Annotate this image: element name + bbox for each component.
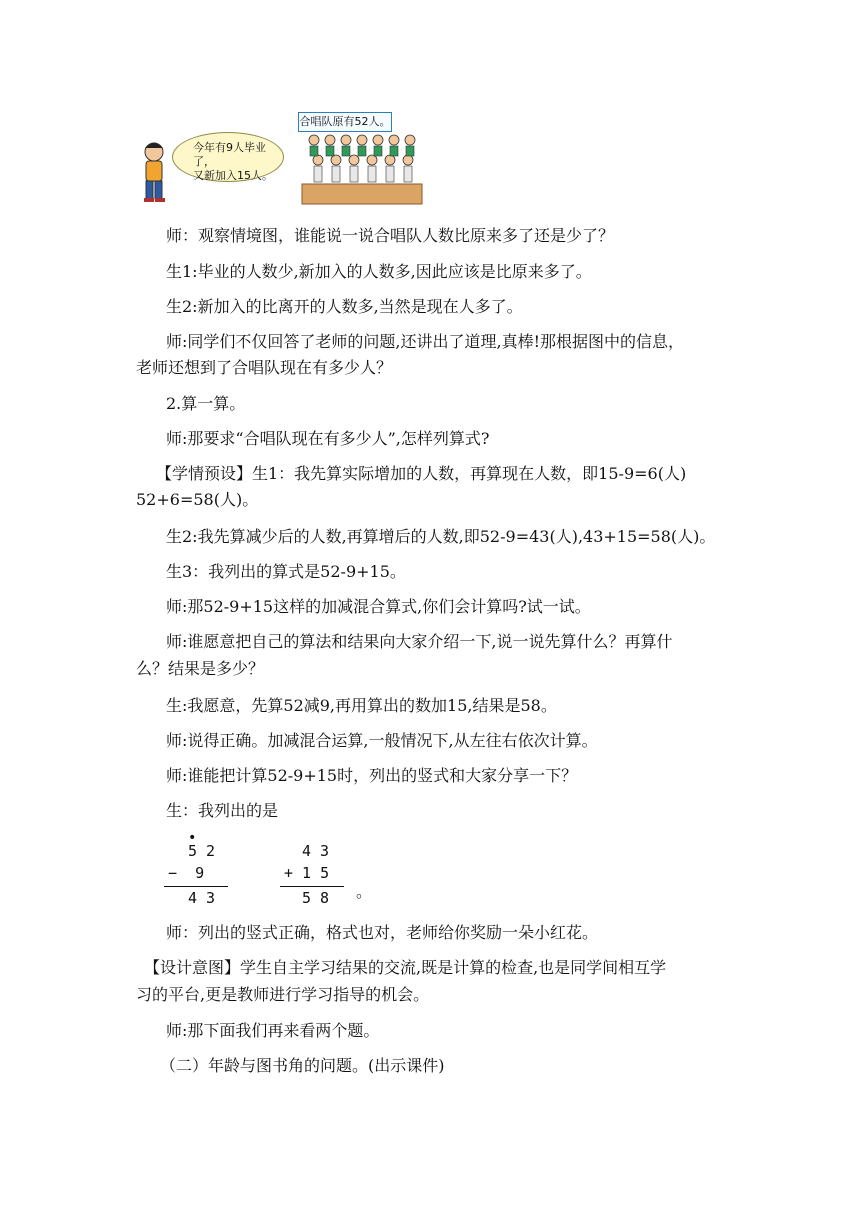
line-teacher-observe: 师：观察情境图，谁能说一说合唱队人数比原来多了还是少了？ xyxy=(166,226,615,245)
borrow-dot: • xyxy=(188,830,197,846)
line-student-answer: 生:我愿意，先算52减9,再用算出的数加15,结果是58。 xyxy=(166,696,557,715)
line-teacher-question: 师:那要求“合唱队现在有多少人”,怎样列算式? xyxy=(166,429,490,448)
line-student3: 生3：我列出的算式是52-9+15。 xyxy=(166,562,406,581)
line-teacher-praise: 师:同学们不仅回答了老师的问题,还讲出了道理,真棒!那根据图中的信息， xyxy=(166,332,684,351)
line-teacher-vertical: 师:谁能把计算52-9+15时，列出的竖式和大家分享一下？ xyxy=(166,766,578,785)
vertical2-row1: 4 3 xyxy=(302,842,330,860)
line-teacher-reward: 师：列出的竖式正确，格式也对，老师给你奖励一朵小红花。 xyxy=(166,923,599,942)
vertical1-rule xyxy=(164,886,228,887)
speech-line-2: 又新加入15人。 xyxy=(193,169,273,182)
vertical-subtraction xyxy=(164,830,234,907)
line-teacher-share-cont: 么？结果是多少？ xyxy=(136,659,265,678)
vertical-period: 。 xyxy=(356,882,373,901)
line-preset-student1: 【学情预设】生1：我先算实际增加的人数，再算现在人数，即15-9=6(人) xyxy=(156,464,687,483)
vertical2-result: 5 8 xyxy=(302,889,330,907)
vertical2-rule xyxy=(280,886,344,887)
line-design-intent: 【设计意图】学生自主学习结果的交流,既是计算的检查,也是同学间相互学 xyxy=(144,958,667,977)
speech-bubble xyxy=(172,132,284,182)
vertical2-row2: + 1 5 xyxy=(284,864,330,882)
line-design-intent-cont: 习的平台,更是教师进行学习指导的机会。 xyxy=(136,985,430,1004)
vertical1-row1: 5 2 xyxy=(188,842,216,860)
speech-line-1: 今年有9人毕业了， xyxy=(193,141,266,168)
line-student2-calc: 生2:我先算减少后的人数,再算增后的人数,即52-9=43(人),43+15=58(人)。 xyxy=(166,527,716,546)
vertical1-result: 4 3 xyxy=(188,889,216,907)
line-teacher-try: 师:那52-9+15这样的加减混合算式,你们会计算吗?试一试。 xyxy=(166,597,591,616)
line-preset-student1-cont: 52+6=58(人)。 xyxy=(136,490,259,509)
vertical-addition xyxy=(280,834,360,907)
line-student-vertical: 生：我列出的是 xyxy=(166,801,279,820)
line-teacher-rule: 师:说得正确。加减混合运算,一般情况下,从左往右依次计算。 xyxy=(166,731,598,750)
line-teacher-next: 师:那下面我们再来看两个题。 xyxy=(166,1021,380,1040)
line-student1: 生1:毕业的人数少,新加入的人数多,因此应该是比原来多了。 xyxy=(166,262,592,281)
choir-illustration xyxy=(136,108,436,210)
line-student2: 生2:新加入的比离开的人数多,当然是现在人多了。 xyxy=(166,297,523,316)
line-teacher-share: 师:谁愿意把自己的算法和结果向大家介绍一下,说一说先算什么？再算什 xyxy=(166,632,673,651)
section-heading-two: （二）年龄与图书角的问题。(出示课件) xyxy=(160,1056,445,1075)
line-teacher-praise-cont: 老师还想到了合唱队现在有多少人？ xyxy=(136,358,393,377)
choir-sign: 合唱队原有52人。 xyxy=(298,112,392,132)
line-calc-heading: 2.算一算。 xyxy=(166,394,246,413)
vertical1-row2: − 9 xyxy=(168,864,205,882)
